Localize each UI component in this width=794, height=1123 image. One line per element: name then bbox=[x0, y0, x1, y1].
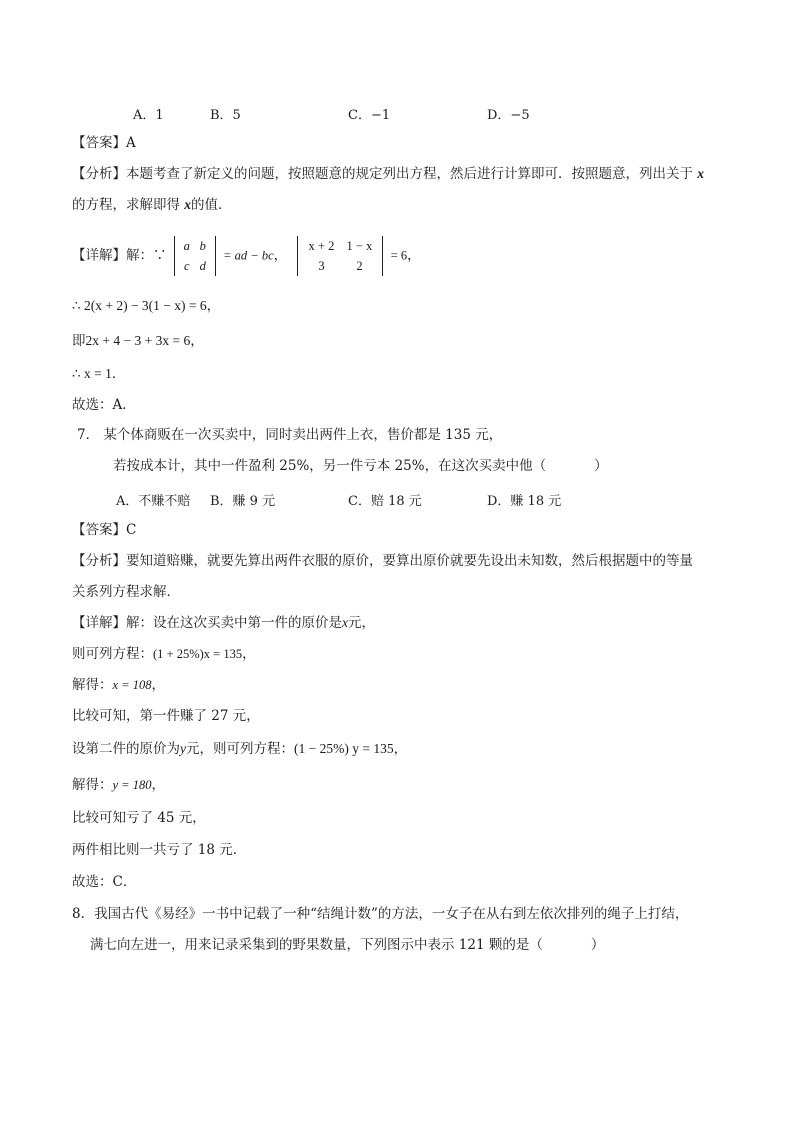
q7-answer: 【答案】C bbox=[72, 522, 137, 538]
q7-cmp1: 比较可知，第一件赚了 27 元， bbox=[72, 708, 260, 724]
q7-cmp3: 两件相比则一共亏了 18 元． bbox=[72, 842, 247, 858]
q7-option-c: C．赔 18 元 bbox=[348, 494, 422, 509]
det2-d: 2 bbox=[356, 259, 363, 273]
q8-stem-paren-end: ） bbox=[590, 937, 605, 953]
q7-eq2: (1 − 25%) y = 135 bbox=[294, 741, 394, 756]
det1-b: b bbox=[199, 239, 206, 253]
det2-a: x + 2 bbox=[308, 239, 335, 253]
q7-option-d: D．赚 18 元 bbox=[487, 494, 562, 509]
q6-choose: 故选：A． bbox=[72, 397, 136, 413]
q6-detail-line: 【详解】解：∵ a b c d = ad − bc， x + 2 1 − x 3 2 = 6， bbox=[72, 236, 421, 276]
q6-detail-label: 【详解】解：∵ bbox=[72, 247, 167, 264]
q7-stem-paren-end: ） bbox=[594, 458, 608, 474]
q8-stem-line2 bbox=[90, 936, 604, 954]
det2-b: 1 − x bbox=[346, 239, 373, 253]
q6-step3: ∴ x = 1． bbox=[72, 366, 126, 382]
q7-sol2-line: 解得：y = 180， bbox=[72, 777, 165, 793]
q7-detail-line1 bbox=[72, 614, 375, 632]
det1-rhs: = ad − bc bbox=[223, 248, 274, 263]
q6-step1-eq: ∴ 2(x + 2) − 3(1 − x) = 6 bbox=[72, 298, 207, 313]
q6-option-d: D．−5 bbox=[487, 108, 530, 123]
q7-stem-line2 bbox=[113, 457, 608, 475]
q6-step2-eq: 2x + 4 − 3 + 3x = 6 bbox=[85, 333, 191, 348]
q7-sol1: x = 108 bbox=[112, 678, 152, 692]
q6-analysis-text3: 的值． bbox=[191, 197, 232, 213]
det2-c: 3 bbox=[318, 259, 325, 273]
q7-choose: 故选：C． bbox=[72, 874, 137, 890]
q6-step3-eq: ∴ x = 1 bbox=[72, 366, 112, 381]
q7-sol2: y = 180 bbox=[112, 778, 152, 792]
q7-stem-text2: 若按成本计，其中一件盈利 25%，另一件亏本 25%，在这次买卖中他（ bbox=[113, 458, 547, 474]
q6-analysis-text1: 【分析】本题考查了新定义的问题，按照题意的规定列出方程，然后进行计算即可．按照题意，列出关于 bbox=[72, 166, 693, 182]
q7-sol2-prefix: 解得： bbox=[72, 777, 113, 793]
q7-eq2-line: 设第二件的原价为y元，则可列方程：(1 − 25%) y = 135， bbox=[72, 741, 408, 757]
q6-step1: ∴ 2(x + 2) − 3(1 − x) = 6， bbox=[72, 298, 221, 314]
q6-option-b: B．5 bbox=[210, 108, 241, 123]
q7-eq1: (1 + 25%)x = 135 bbox=[153, 647, 243, 661]
q7-sol1-prefix: 解得： bbox=[72, 677, 113, 693]
determinant-equation bbox=[297, 236, 383, 276]
q7-eq2-prefix-b: 元，则可列方程： bbox=[186, 741, 294, 757]
q7-stem-line1: 7． 某个体商贩在一次买卖中，同时卖出两件上衣，售价都是 135 元， bbox=[77, 427, 503, 443]
q8-stem-line1: 8．我国古代《易经》一书中记载了一种“结绳计数”的方法，一女子在从右到左依次排列的绳子上打结， bbox=[72, 906, 689, 922]
q6-step2-prefix: 即 bbox=[72, 333, 86, 349]
q6-sep: ， bbox=[273, 247, 288, 264]
det1-c: c bbox=[184, 259, 190, 273]
q7-analysis-line2: 关系列方程求解． bbox=[72, 584, 180, 600]
q6-analysis-var2: x bbox=[184, 197, 192, 212]
q7-eq1-line: 则可列方程：(1 + 25%)x = 135， bbox=[72, 646, 256, 662]
determinant-definition bbox=[174, 236, 216, 276]
det1-d: d bbox=[199, 259, 206, 273]
q6-option-c: C．−1 bbox=[348, 108, 391, 123]
q7-eq2-prefix-a: 设第二件的原价为 bbox=[72, 741, 180, 757]
det1-a: a bbox=[183, 239, 190, 253]
q7-eq2-var: y bbox=[180, 741, 186, 756]
q7-sol1-line: 解得：x = 108， bbox=[72, 677, 165, 693]
q6-analysis-var: x bbox=[697, 166, 705, 181]
q6-step2: 即2x + 4 − 3 + 3x = 6， bbox=[72, 333, 204, 349]
q7-detail-text1b: 元， bbox=[348, 615, 375, 631]
q6-option-a: A．1 bbox=[133, 108, 164, 123]
q6-analysis-line1 bbox=[72, 165, 704, 183]
q7-analysis-line1: 【分析】要知道赔赚，就要先算出两件衣服的原价，要算出原价就要先设出未知数，然后根据题中的等量 bbox=[72, 553, 693, 569]
q7-cmp2: 比较可知亏了 45 元， bbox=[72, 810, 206, 826]
q6-analysis-text2: 的方程，求解即得 bbox=[72, 197, 180, 213]
q6-analysis-line2 bbox=[72, 196, 232, 214]
q7-eq1-prefix: 则可列方程： bbox=[72, 646, 153, 662]
q7-detail-text1a: 【详解】解：设在这次买卖中第一件的原价是 bbox=[72, 615, 342, 631]
q8-stem-text2: 满七向左进一，用来记录采集到的野果数量，下列图示中表示 121 颗的是（ bbox=[90, 937, 543, 953]
q7-option-a: A．不赚不赔 bbox=[116, 494, 191, 509]
q7-detail-var: x bbox=[342, 615, 348, 630]
q6-answer: 【答案】A bbox=[72, 135, 136, 151]
q7-option-b: B．赚 9 元 bbox=[210, 494, 276, 509]
det2-rhs: = 6 bbox=[390, 248, 408, 263]
